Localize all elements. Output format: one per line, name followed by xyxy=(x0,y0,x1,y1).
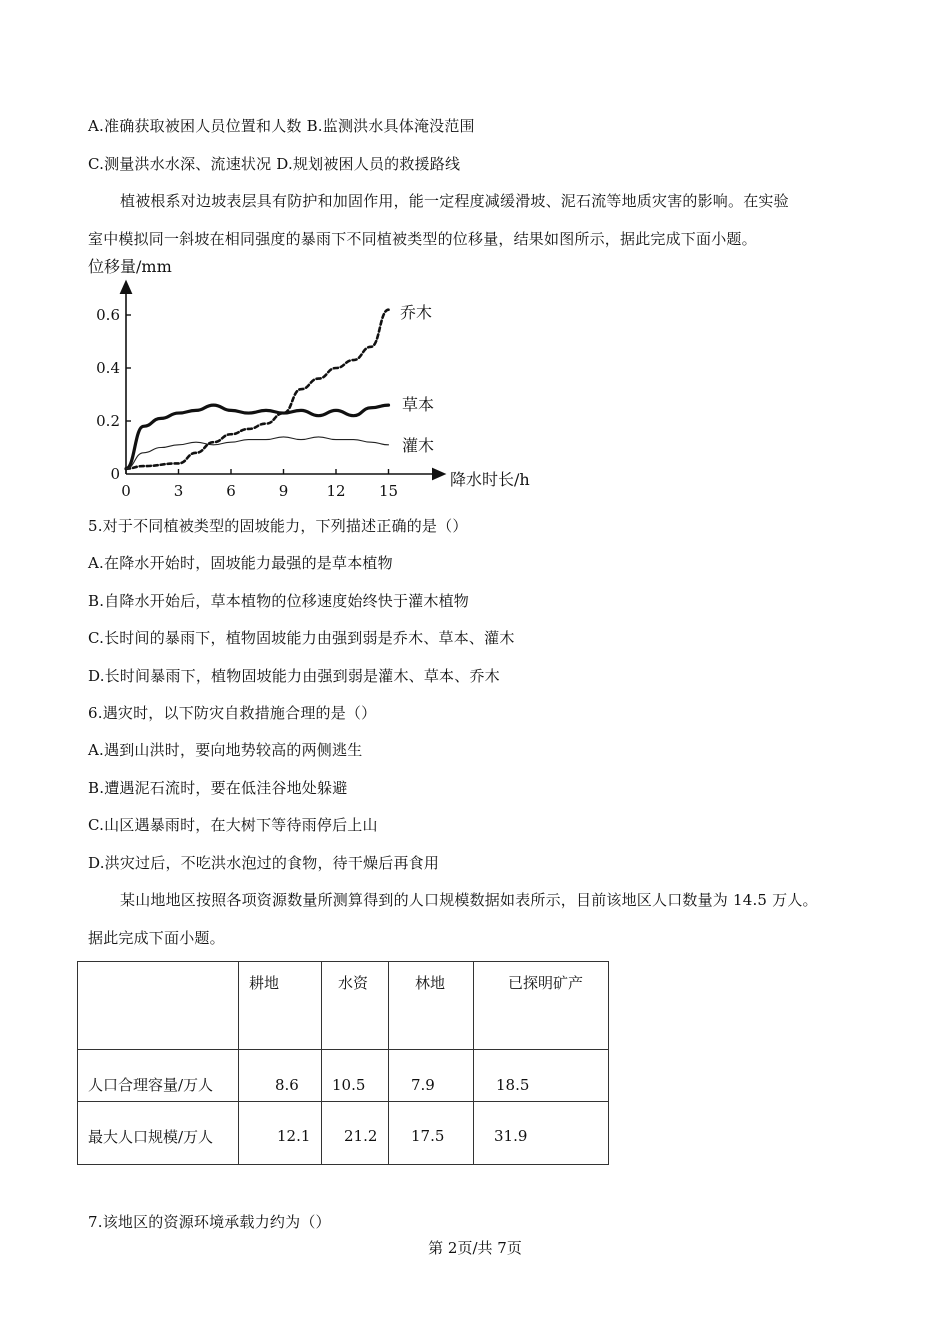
table-row xyxy=(78,1102,609,1165)
q6-option-d: D.洪灾过后，不吃洪水泡过的食物，待干燥后再食用 xyxy=(88,854,440,872)
q5-option-a: A.在降水开始时，固坡能力最强的是草本植物 xyxy=(88,554,393,572)
q5-option-c: C.长时间的暴雨下，植物固坡能力由强到弱是乔木、草本、灌木 xyxy=(88,629,515,647)
series-label-guanmu: 灌木 xyxy=(402,436,435,455)
series-line-0 xyxy=(126,310,389,469)
y-tick-label: 0.2 xyxy=(96,412,120,430)
vegetation-intro-line-1: 植被根系对边坡表层具有防护和加固作用，能一定程度减缓滑坡、泥石流等地质灾害的影响。在实验 xyxy=(120,192,789,210)
x-tick-label: 3 xyxy=(173,482,184,497)
q7-stem: 7.该地区的资源环境承载力约为（） xyxy=(88,1213,331,1231)
row-label-reasonable: 人口合理容量/万人 xyxy=(88,1076,214,1094)
series-line-1 xyxy=(126,405,389,469)
x-tick-label: 15 xyxy=(378,482,399,497)
page-footer: 第 2页/共 7页 xyxy=(428,1239,522,1257)
x-axis-label: 降水时长/h xyxy=(450,470,530,489)
row-label-maximum: 最大人口规模/万人 xyxy=(88,1128,214,1146)
cell-value: 17.5 xyxy=(411,1127,445,1145)
y-tick-label: 0.4 xyxy=(96,359,120,377)
y-tick-label: 0 xyxy=(110,465,120,483)
table-header-farmland: 耕地 xyxy=(249,974,280,992)
cell-value: 8.6 xyxy=(275,1076,299,1094)
option-line-cd: C.测量洪水水深、流速状况 D.规划被困人员的救援路线 xyxy=(88,155,461,173)
cell-value: 31.9 xyxy=(494,1127,528,1145)
cell-value: 18.5 xyxy=(496,1076,530,1094)
series-label-qiaomu: 乔木 xyxy=(400,303,433,322)
population-intro-line-1: 某山地地区按照各项资源数量所测算得到的人口规模数据如表所示，目前该地区人口数量为 14.5 万人。 xyxy=(120,891,818,909)
population-table xyxy=(77,961,609,1165)
table-header-row xyxy=(78,962,609,1050)
x-tick-label: 12 xyxy=(326,482,346,497)
displacement-chart xyxy=(82,252,552,497)
q6-stem: 6.遇灾时，以下防灾自救措施合理的是（） xyxy=(88,704,377,722)
table-header-water: 水资 xyxy=(338,974,369,992)
table-header-forest: 林地 xyxy=(415,974,446,992)
x-tick-label: 0 xyxy=(121,482,131,497)
q6-option-a: A.遇到山洪时，要向地势较高的两侧逃生 xyxy=(88,741,363,759)
table-row xyxy=(78,1050,609,1102)
population-intro-line-2: 据此完成下面小题。 xyxy=(88,929,225,947)
x-tick-label: 9 xyxy=(278,482,289,497)
option-line-ab: A.准确获取被困人员位置和人数 B.监测洪水具体淹没范围 xyxy=(88,117,475,135)
cell-value: 10.5 xyxy=(332,1076,366,1094)
q6-option-c: C.山区遇暴雨时，在大树下等待雨停后上山 xyxy=(88,816,378,834)
cell-value: 7.9 xyxy=(411,1076,435,1094)
q5-stem: 5.对于不同植被类型的固坡能力，下列描述正确的是（） xyxy=(88,517,468,535)
q5-option-b: B.自降水开始后，草本植物的位移速度始终快于灌木植物 xyxy=(88,592,469,610)
series-label-caoben: 草本 xyxy=(402,395,435,414)
vegetation-intro-line-2: 室中模拟同一斜坡在相同强度的暴雨下不同植被类型的位移量，结果如图所示，据此完成下面小题。 xyxy=(88,230,757,248)
x-tick-label: 6 xyxy=(226,482,236,497)
cell-value: 21.2 xyxy=(344,1127,378,1145)
q5-option-d: D.长时间暴雨下，植物固坡能力由强到弱是灌木、草本、乔木 xyxy=(88,667,500,685)
q6-option-b: B.遭遇泥石流时，要在低洼谷地处躲避 xyxy=(88,779,348,797)
y-tick-label: 0.6 xyxy=(96,306,120,324)
table-header-minerals: 已探明矿产 xyxy=(508,974,584,992)
y-axis-label: 位移量/mm xyxy=(88,257,172,276)
cell-value: 12.1 xyxy=(277,1127,311,1145)
